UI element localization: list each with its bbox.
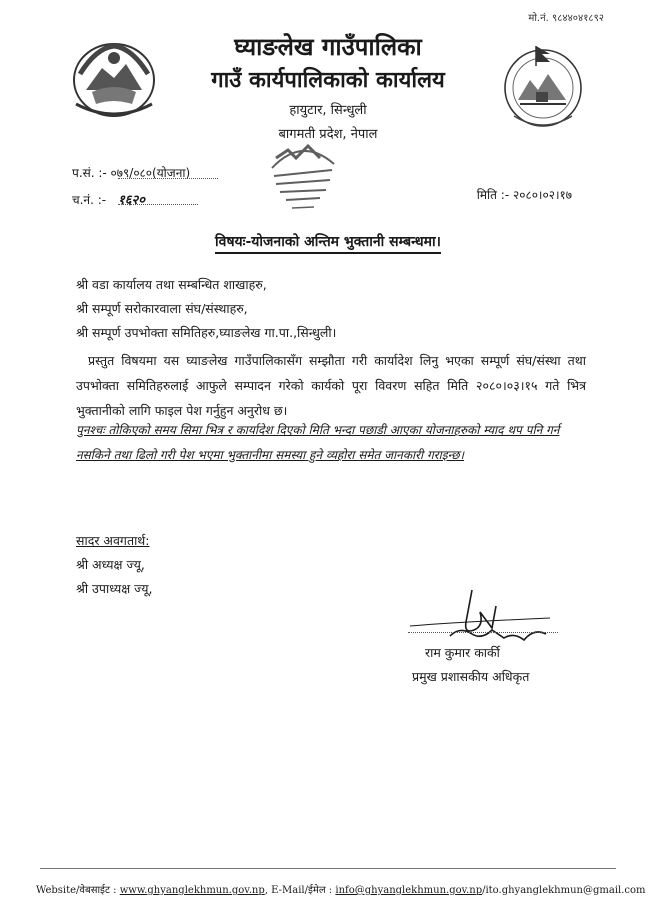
signatory-name: राम कुमार कार्की [425, 645, 500, 660]
dispatch-number-label: च.नं. :- [72, 193, 107, 207]
office-title: गाउँ कार्यपालिकाको कार्यालय [211, 68, 445, 93]
signature-dotted-line [408, 632, 558, 633]
footer-divider [40, 868, 616, 869]
letter-dotted-line [118, 178, 218, 180]
cc-item-2: श्री उपाध्यक्ष ज्यू, [76, 581, 153, 596]
phone-number: मो.नं. ९८४४०४१८९२ [528, 13, 604, 24]
footer [36, 882, 646, 896]
signatory-title: प्रमुख प्रशासकीय अधिकृत [412, 669, 530, 684]
recipient-2: श्री सम्पूर्ण सरोकारवाला संघ/संस्थाहरु, [76, 301, 248, 316]
dispatch-number-value: १६२० [117, 193, 145, 208]
email-link-2[interactable]: /ito.ghyanglekhmun@gmail.com [482, 885, 646, 896]
office-stamp-icon [262, 128, 344, 214]
recipient-1: श्री वडा कार्यालय तथा सम्बन्धित शाखाहरु, [76, 277, 267, 292]
body-paragraph: प्रस्तुत विषयमा यस घ्याङलेख गाउँपालिकासँग सम्झौता गरी कार्यादेश लिनु भएका सम्पूर्ण संघ/संस्था तथा उपभोक्ता समितिहरुलाई आफुले सम्पादन गरेको कार्यको पूरा विवरण सहित मिति २०८०।०३।१५ गते भित्र भुक्तानीको लागि फाइल पेश गर्नुहुन अनुरोध छ। [76, 353, 586, 418]
postscript: पुनश्चः तोकिएको समय सिमा भित्र र कार्यादेश दिएको मिति भन्दा पछाडी आएका योजनाहरुको म्याद थप पनि गर्न नसकिने तथा ढिलो गरी पेश भएमा भुक्तानीमा समस्या हुने व्यहोरा समेत जानकारी गराइन्छ। [76, 423, 560, 462]
subject-line [0, 232, 656, 251]
website-link[interactable]: www.ghyanglekhmun.gov.np [119, 885, 265, 896]
letter-date: मिति :- २०८०।०२।१७ [476, 188, 572, 202]
recipient-3: श्री सम्पूर्ण उपभोक्ता समितिहरु,घ्याङलेख गा.पा.,सिन्धुली। [76, 325, 337, 340]
dispatch-dotted-line [118, 204, 198, 206]
letter-number: प.सं. :- ०७९/०८०(योजना) [72, 166, 191, 180]
subject-text: विषयः-योजनाको अन्तिम भुक्तानी सम्बन्धमा। [215, 234, 441, 254]
municipality-title: घ्याङलेख गाउँपालिका [234, 33, 422, 61]
address-line-1: हायुटार, सिन्धुली [289, 103, 367, 118]
website-label: Website/वेबसाईट : [36, 885, 117, 896]
email-label: , E-Mail/ईमेल : [264, 885, 333, 896]
cc-item-1: श्री अध्यक्ष ज्यू, [76, 557, 145, 572]
address-line-2: बागमती प्रदेश, नेपाल [278, 127, 378, 142]
email-link-1[interactable]: info@ghyanglekhmun.gov.np [335, 885, 483, 896]
cc-heading: सादर अवगतार्थ: [76, 533, 150, 548]
